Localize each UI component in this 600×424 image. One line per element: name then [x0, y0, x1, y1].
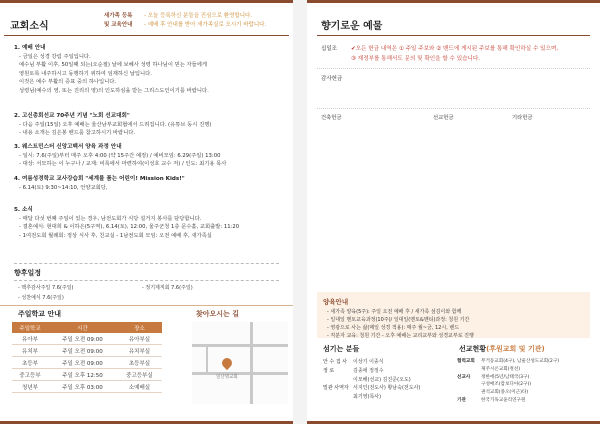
cell: 유치부 [12, 345, 48, 357]
mission-category: 선교사 [457, 374, 471, 380]
table-row [12, 333, 162, 345]
offering-title: 향기로운 예물 [321, 21, 383, 32]
sunday-school-table [12, 322, 162, 393]
news-item-title: 1. 예배 안내 [14, 45, 46, 51]
reg-label-1: 새가족 등록 [104, 13, 133, 19]
mission-list [457, 358, 559, 405]
news-line: - 내용 소개는 김은봉 밴드를 참고하시기 바랍니다. [19, 130, 136, 137]
servers-section [317, 344, 590, 422]
map-road [250, 322, 253, 404]
news-line: - 다음 주일(15일) 오후 예배는 울산남부교회협에서 드려집니다. (유튜브 동시 진행) [19, 121, 212, 128]
building-offering-label: 건축헌금 [321, 115, 342, 121]
list-item [457, 366, 559, 374]
table-row [12, 345, 162, 357]
column-header: 시간 [48, 322, 117, 333]
table-row [12, 381, 162, 393]
cell: 중고등부 [12, 369, 48, 381]
news-line: - 금일은 성경 강림 주일입니다. [19, 53, 91, 60]
training-line: - 일대일 멘토교육과정(10주)/ 일대일(멘토&멘티)과정: 청원 기간 [327, 317, 470, 323]
news-page [0, 0, 293, 424]
divider [317, 35, 590, 36]
reg-text-2: - 예배 후 안내를 받아 새가족실로 오시기 바랍니다. [144, 21, 267, 28]
mission-offering-label: 선교헌금 [433, 115, 454, 121]
calendar-item: - 맥추감사주일 7.6(주일) [18, 285, 74, 291]
table-row [12, 357, 162, 369]
list-item [457, 358, 559, 366]
news-header [4, 10, 289, 36]
news-line: 영원토록 내주하시고 동행하기 위하여 임재하신 날입니다. [19, 70, 152, 77]
news-line: - 매달 다섯 번째 주일이 있는 경우, 남전도회가 식당 설거지 봉사를 담당합니다. [19, 215, 202, 222]
map-road [206, 344, 208, 374]
column-header: 주일학교 [12, 322, 48, 333]
server-names: 최기영(목사) [353, 394, 382, 400]
calendar-item: - 정기제직회 7.6(주일) [142, 285, 193, 291]
offering-notice [351, 44, 558, 65]
calendar-item: - 성찬예식 7.6(주일) [18, 295, 64, 301]
divider [0, 305, 293, 306]
news-item-4 [14, 175, 185, 192]
news-item-title: 4. 여름성경학교 교사강습회 "세계를 품는 어린이! Mission Kids!" [14, 176, 185, 182]
cell: 주일 오전 09:00 [48, 357, 117, 369]
notice-line: ③ 재정부를 통해서도 문의 및 확인을 할 수 있습니다. [351, 56, 481, 63]
list-item [323, 358, 420, 367]
cell: 유아부실 [117, 333, 162, 345]
server-role: 안 수 집 사 [323, 359, 348, 365]
cell: 주일 오전 09:00 [48, 333, 117, 345]
cell: 중고등부실 [117, 369, 162, 381]
cell: 주일 오전 09:00 [48, 345, 117, 357]
news-line: 예수님 부활 이후, 50일째 되는(오순절) 날에 보혜사 성령 하나님이 믿는 자들에게 [19, 62, 208, 69]
news-line: - 결혼예식: 현대희 & 이하은(5구역), 6.14(토), 12:00, 울주군청 1층 문수홀, 교회출발: 11:20 [19, 224, 240, 231]
mission-entries: 제주시온교회(정선) [481, 366, 521, 372]
news-line: 이것은 예수 부활의 증표 중의 하나입니다. [19, 79, 117, 86]
top-bar [307, 0, 600, 3]
mission-subtitle: (후원교회 및 기관) [486, 345, 545, 353]
training-line: - 직분자 교육: 청원 기간 - 오후 예배는 교리교부와 성경교부로 진행 [327, 333, 474, 339]
thanks-offering-label: 감사헌금 [321, 76, 343, 82]
mission-entries: 무거동교회(4구), 남울산성도교회(2구) [481, 359, 560, 364]
list-item [323, 367, 420, 376]
tithe-label: 십일조 [321, 46, 337, 52]
location-pin-icon [220, 356, 234, 370]
news-line: - 대상: 서모하는 이 누구나 / 교재: 비록에서 마련하여(이성호 교수 저) / 인도: 최기용 목사 [19, 161, 227, 168]
cell: 초등부실 [117, 357, 162, 369]
mission-entries: 한국기독교윤리연구원 [481, 397, 526, 403]
directions-map [192, 322, 288, 404]
training-title: 양육안내 [323, 298, 349, 306]
list-item [323, 376, 420, 385]
reg-text-1: - 오늘 등록하신 분들을 진심으로 환영합니다. [144, 13, 253, 19]
divider [14, 280, 279, 281]
cell: 초등부 [12, 357, 48, 369]
news-item-2 [14, 112, 211, 138]
news-item-title: 5. 소식 [14, 207, 33, 213]
list-item [323, 384, 420, 393]
map-church-label: 일산명교회 [216, 375, 238, 380]
divider [14, 263, 279, 264]
column-header: 장소 [117, 322, 162, 333]
list-item [457, 374, 559, 382]
mission-title [459, 344, 545, 354]
page-gutter [293, 0, 307, 424]
divider [317, 68, 590, 69]
cell: 유치부실 [117, 345, 162, 357]
list-item [323, 393, 420, 402]
news-line: - 6.14(토) 9:30~14:10, 언양교회당, [19, 184, 108, 191]
list-item [457, 397, 559, 405]
directions-title: 찾아오시는 길 [196, 310, 240, 318]
offering-page [307, 0, 600, 424]
notice-line: ✔오든 헌금 내역은 ① 주일 주보와 ② 밴드에 게시된 주보를 통해 확인하실 수 있으며, [351, 46, 559, 52]
server-role: 정 로 [323, 367, 335, 374]
servers-list [323, 358, 420, 402]
mission-entries: 구성매조(캄보디아(2구)) [481, 382, 532, 388]
news-item-5 [14, 206, 239, 240]
registration-notice [104, 12, 266, 29]
news-item-1 [14, 44, 209, 95]
cell: 주일 오후 03:00 [48, 381, 117, 393]
mission-category: 기관 [457, 397, 466, 403]
training-line: - 영광으로 사는 삶(매일 성경 적용): 매주 월~금, 12시, 밴드 [327, 325, 460, 331]
mission-entries: 권석교회(종오(이근)타) [481, 390, 529, 396]
mission-category: 협력교회 [457, 359, 475, 364]
reg-label-2: 및 교육안내 [104, 21, 133, 28]
servers-title: 섬기는 분들 [323, 345, 360, 353]
server-role: 밀관 사역자 [323, 385, 349, 392]
server-names: 김종애 정정수 [353, 367, 384, 374]
other-offering-label: 기타헌금 [512, 115, 533, 121]
server-names: 이상기 이종식 [353, 359, 384, 365]
server-names: 이모해(선교) 김진준(오도) [353, 376, 411, 383]
news-item-3 [14, 143, 226, 169]
mission-entries: 정한에(5년/남태국(3구) [481, 374, 530, 380]
list-item [457, 381, 559, 389]
cell: 유아부 [12, 333, 48, 345]
list-item [457, 389, 559, 397]
cell: 청년부 [12, 381, 48, 393]
table-header-row [12, 322, 162, 333]
news-item-title: 2. 고신총회선교 70주년 기념 "노회 선교대회" [14, 113, 130, 119]
news-item-title: 3. 웨스트민스터 신앙고백서 양육 과정 안내 [14, 144, 122, 150]
cell: 소예배실 [117, 381, 162, 393]
training-line: - 새가족 양육(5주): 주일 오전 예배 후 / 새가족 섬김이와 함께 [327, 309, 462, 315]
sunday-school-title: 주일학교 안내 [18, 310, 62, 318]
news-line: 성령님(예수의 영, 또는 진리의 영)의 인도하심을 받는 그리스도인이기를 바랍니다. [19, 87, 209, 94]
news-line: - 1여전도회 월례회: 정상 식사 후, 친교실 - 1남전도회 모임: 오전 예배 후, 새가족실 [19, 232, 212, 239]
news-line: - 일시: 7.6(주일)부터 매주 오후 4:00 (약 15주간 예정) / 예비모임: 6.29(주일) 13:00 [19, 152, 221, 159]
top-bar [0, 0, 293, 3]
cell: 주일 오후 12:50 [48, 369, 117, 381]
news-title: 교회소식 [10, 21, 49, 32]
mission-title-text: 선교현황 [459, 345, 487, 353]
calendar-title: 향후일정 [14, 269, 42, 277]
table-row [12, 369, 162, 381]
server-names: 서지인(전도사) 황남숙(전도사) [353, 385, 421, 392]
divider [317, 108, 590, 109]
